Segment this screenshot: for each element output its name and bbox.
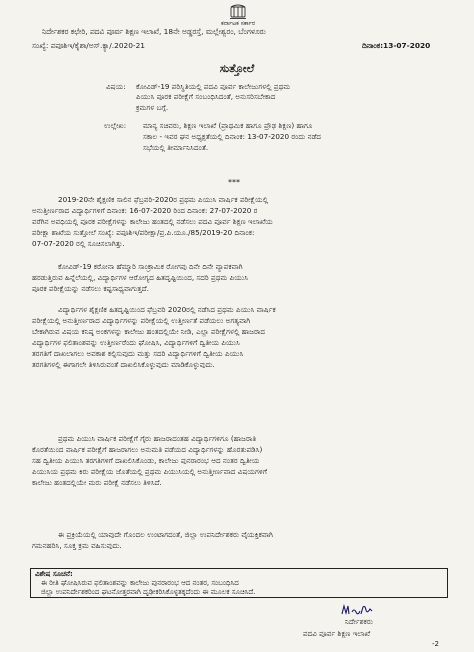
paragraph-line: ಪರೀಕ್ಷೆಯಲ್ಲಿ ಅನುತ್ತೀರ್ಣರಾದ ವಿದ್ಯಾರ್ಥಿಗಳನ್ನು ಪರೀಕ್ಷೆಯಲ್ಲಿ ಉತ್ತೀರ್ಣತೆ ಪಡೆಯಲು ಅಗತ್ಯವಾಗಿ: [32, 316, 251, 325]
handwritten-signature: [340, 602, 374, 618]
department-address: ನಿರ್ದೇಶಕರ ಕಛೇರಿ, ಪದವಿ ಪೂರ್ವ ಶಿಕ್ಷಣ ಇಲಾಖೆ, 18ನೇ ಅಡ್ಡರಸ್ತೆ, ಮಲ್ಲೇಶ್ವರಂ, ಬೆಂಗಳೂರು: [42, 27, 266, 36]
paragraph-line: 2019-20ನೇ ಶೈಕ್ಷಣಿಕ ಸಾಲಿನ ಫೆಬ್ರವರಿ-2020ರ ಪ್ರಥಮ ಪಿಯುಸಿ ವಾರ್ಷಿಕ ಪರೀಕ್ಷೆಯಲ್ಲಿ: [58, 195, 269, 204]
special-note-line: ಜಿಲ್ಲಾ ಉಪನಿರ್ದೇಶಕರಿಂದ ಘಟನೋತ್ತರವಾಗಿ ದೃಢೀಕರಿಸಿಕೊಳ್ಳತಕ್ಕದೆಂದು ಈ ಮೂಲಕ ಸೂಚಿಸಿದೆ.: [41, 588, 256, 596]
paragraph-line: ಕೊರತೆಯಿಂದ ವಾರ್ಷಿಕ ಪರೀಕ್ಷೆಗೆ ಹಾಜರಾಗಲು ಅನುಮತಿ ಪಡೆಯದ ವಿದ್ಯಾರ್ಥಿಗಳನ್ನು ಹೊರತುಪಡಿಸಿ): [32, 445, 263, 454]
paragraph-line: ವಿದ್ಯಾರ್ಥಿಗಳ ಫಲಿತಾಂಶವನ್ನು ಉತ್ತೀರ್ಣರೆಂದು ಘೋಷಿಸಿ, ವಿದ್ಯಾರ್ಥಿಗಳಿಗೆ ದ್ವಿತೀಯ ಪಿಯುಸಿ: [32, 338, 240, 347]
paragraph-line: ಕಾಲೇಜು ಹಂತದಲ್ಲಿಯೇ ಮರು ಪರೀಕ್ಷೆ ನಡೆಸಲು ತಿಳಿಸಿದೆ.: [32, 478, 162, 487]
reference-line: ಸಭೆಯಲ್ಲಿ ತೀರ್ಮಾನಿಸಿದಂತೆ.: [143, 143, 209, 152]
section-separator: ***: [228, 178, 240, 187]
paragraph-line: ಸಹ ದ್ವಿತೀಯ ಪಿಯುಸಿ ತರಗತಿಗಳಿಗೆ ದಾಖಲಿಸಿಕೊಂಡು, ಕಾಲೇಜು ಪುನರಾರಂಭ ಆದ ನಂತರ ದ್ವಿತೀಯ: [32, 456, 260, 465]
paragraph-line: 07-07-2020 ರಲ್ಲಿ ಸೂಚಿಸಲಾಗಿತ್ತು.: [32, 239, 125, 248]
paragraph-line: ಬೇಕಾಗಿರುವ ವಿಷಯ ಕನಿಷ್ಠ ಅಂಕಗಳನ್ನು ಕಾಲೇಜು ಹಂತದಲ್ಲಿಯೇ ನೀಡಿ, ಎಲ್ಲಾ ಪರೀಕ್ಷೆಗಳಲ್ಲಿ ಹಾಜರಾದ: [32, 327, 265, 336]
circular-date: ದಿನಾಂಕ:13-07-2020: [362, 41, 431, 50]
paragraph-line: ಪಿಯುಸಿಯ ಪ್ರಥಮ ಕಿರು ಪರೀಕ್ಷೆಯ ಜೊತೆಯಲ್ಲಿ ಪ್ರಥಮ ಪಿಯುಸಿಯಲ್ಲಿ ಅನುತ್ತೀರ್ಣವಾದ ವಿಷಯಗಳಿಗೆ: [32, 467, 268, 476]
paragraph-line: ವರೆಗಿನ ಅವಧಿಯಲ್ಲಿ ಪೂರಕ ಪರೀಕ್ಷೆಗಳನ್ನು ಕಾಲೇಜು ಹಂತದಲ್ಲಿ ನಡೆಸಲು ಪದವಿ ಪೂರ್ವ ಶಿಕ್ಷಣ ಇಲಾಖೆಯ: [32, 217, 273, 226]
paragraph-line: ಗಮನಹರಿಸಿ, ಸೂಕ್ತ ಕ್ರಮ ವಹಿಸುವುದು.: [32, 541, 122, 550]
paragraph-line: ಪರೀಕ್ಷಾ ಶಾಖೆಯ ಸುತ್ತೋಲೆ ಸಂಖ್ಯೆ: ಪಪೂಶಿಇ/ಪರೀಕ್ಷಾ/ಪ್ರ.ಪಿ.ಯೂ./85/2019-20 ದಿನಾಂಕ:: [32, 228, 255, 237]
special-note-box: [30, 568, 448, 598]
page-title: ಸುತ್ತೋಲೆ: [219, 62, 255, 75]
state-emblem-icon: [229, 4, 247, 20]
signatory-department: ಪದವಿ ಪೂರ್ವ ಶಿಕ್ಷಣ ಇಲಾಖೆ: [303, 629, 371, 638]
special-note-line: ಈ ರೀತಿ ಘೋಷಿಸಿರುವ ಫಲಿತಾಂಶವನ್ನು ಕಾಲೇಜು ಪುನರಾರಂಭ ಆದ ನಂತರ, ಸಂಬಂಧಿಸಿದ: [41, 579, 239, 587]
paragraph-line: ಹರಡುತ್ತಿರುವ ಹಿನ್ನೆಲೆಯಲ್ಲಿ, ವಿದ್ಯಾರ್ಥಿಗಳ ಆರೋಗ್ಯದ ಹಿತದೃಷ್ಟಿಯಿಂದ, ಸದರಿ ಪ್ರಥಮ ಪಿಯುಸಿ: [32, 273, 249, 282]
government-name: ಕರ್ನಾಟಕ ಸರ್ಕಾರ: [220, 20, 256, 27]
subject-label: ವಿಷಯ:: [106, 82, 126, 91]
paragraph-line: ಅನುತ್ತೀರ್ಣರಾದ ವಿದ್ಯಾರ್ಥಿಗಳಿಗೆ ದಿನಾಂಕ: 16-07-2020 ರಿಂದ ದಿನಾಂಕ: 27-07-2020 ರ: [32, 206, 258, 215]
paragraph-line: ತರಗತಿಗೆ ದಾಖಲಾಗಲು ಅವಕಾಶ ಕಲ್ಪಿಸುವುದು ಮತ್ತು ಸದರಿ ವಿದ್ಯಾರ್ಥಿಗಳಿಗೆ ದ್ವಿತೀಯ ಪಿಯುಸಿ: [32, 349, 244, 358]
reference-label: ಉಲ್ಲೇಖ:: [104, 121, 127, 130]
reference-line: ಸಕಾಲ - ಇವರ ಘನ ಅಧ್ಯಕ್ಷತೆಯಲ್ಲಿ ದಿನಾಂಕ: 13-07-2020 ರಂದು ನಡೆದ: [143, 132, 322, 141]
subject-line: ಪಿಯುಸಿ ಪೂರಕ ಪರೀಕ್ಷೆಗೆ ಸಂಬಂಧಿಸಿದಂತೆ, ಅನುಸರಿಸಬೇಕಾದ: [136, 92, 276, 101]
paragraph-line: ಪೂರಕ ಪರೀಕ್ಷೆಯನ್ನು ನಡೆಸಲು ಕಷ್ಟಸಾಧ್ಯವಾಗುತ್ತದೆ.: [32, 284, 149, 293]
reference-number: ಸಂಖ್ಯೆ: ಪಪೂಶಿಇ/ಕೈಶಾ/ಅಸ್.ಕ್ಯಾ/.2020-21: [32, 41, 145, 50]
page-number: -2: [432, 640, 439, 648]
reference-line: ಮಾನ್ಯ ಸಚಿವರು, ಶಿಕ್ಷಣ ಇಲಾಖೆ (ಪ್ರಾಥಮಿಕ ಹಾಗೂ ಪ್ರೌಢ ಶಿಕ್ಷಣ) ಹಾಗೂ: [143, 121, 313, 130]
paragraph-line: ವಿದ್ಯಾರ್ಥಿಗಳ ಶೈಕ್ಷಣಿಕ ಹಿತದೃಷ್ಟಿಯಿಂದ ಫೆಬ್ರವರಿ 2020ರಲ್ಲಿ ನಡೆಸಿದ ಪ್ರಥಮ ಪಿಯುಸಿ ವಾರ್ಷಿಕ: [58, 305, 276, 314]
subject-line: ಕ್ರಮಗಳ ಬಗ್ಗೆ.: [136, 103, 169, 112]
paragraph-line: ಕೋವಿಡ್-19 ಕರೋನಾ ಹೆಮ್ಮಾರಿ ಸಾಂಕ್ರಾಮಿಕ ರೋಗವು ದಿನೇ ದಿನೇ ವ್ಯಾಪಕವಾಗಿ: [58, 262, 243, 271]
special-note-heading: ವಿಶೇಷ ಸೂಚನೆ:: [35, 570, 73, 578]
paragraph-line: ಪ್ರಥಮ ಪಿಯುಸಿ ವಾರ್ಷಿಕ ಪರೀಕ್ಷೆಗೆ ಗೈರು ಹಾಜರಾದಂತಹ ವಿದ್ಯಾರ್ಥಿಗಳಿಗೂ (ಹಾಜರಾತಿ: [58, 434, 257, 443]
signatory-designation: ನಿರ್ದೇಶಕರು: [345, 617, 373, 626]
paragraph-line: ತರಗತಿಗಳಲ್ಲಿ ಈಗಾಗಲೇ ತಿಳಿಸಿರುವಂತೆ ದಾಖಲಿಸಿಕೊಳ್ಳುವುದು ಮಾಡಿಕೊಳ್ಳುವುದು.: [32, 360, 215, 369]
paragraph-line: ಈ ಪ್ರಕ್ರಿಯೆಯಲ್ಲಿ ಯಾವುದೇ ಗೊಂದಲ ಉಂಟಾಗದಂತೆ, ಜಿಲ್ಲಾ ಉಪನಿರ್ದೇಶಕರು ವೈಯಕ್ತಿಕವಾಗಿ: [58, 530, 273, 539]
subject-line: ಕೋವಿಡ್-19 ಪರಿಸ್ಥಿತಿಯಲ್ಲಿ ಪದವಿ ಪೂರ್ವ ಕಾಲೇಜುಗಳಲ್ಲಿ ಪ್ರಥಮ: [136, 82, 291, 91]
